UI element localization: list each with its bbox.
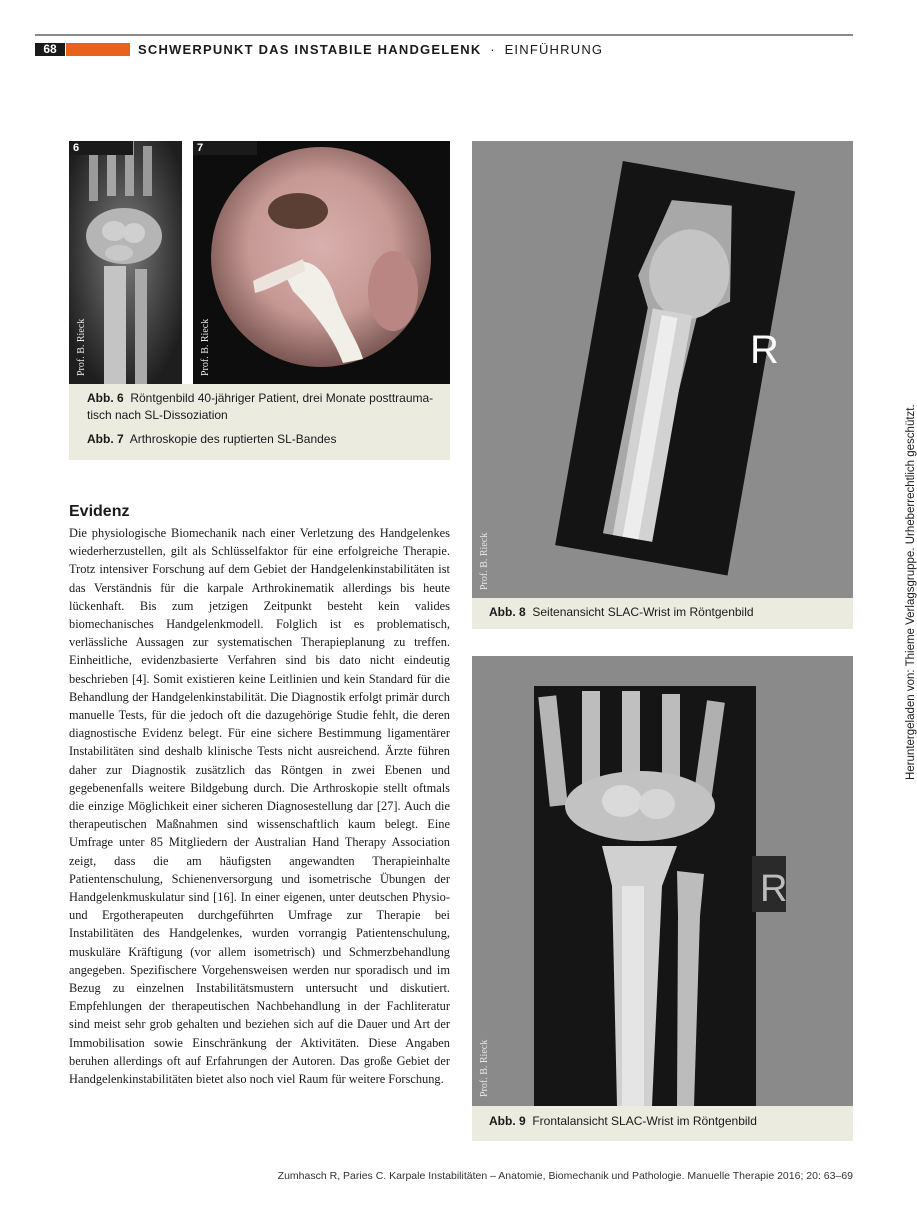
caption-abb-6-label: Abb. 6 <box>87 391 124 405</box>
caption-abb-9-text: Frontalansicht SLAC-Wrist im Röntgenbild <box>532 1114 757 1128</box>
page-number: 68 <box>43 42 57 56</box>
caption-9-box <box>472 1106 853 1141</box>
figure-6-image <box>69 141 182 384</box>
figure-8-image <box>472 141 853 598</box>
figure-8-credit: Prof. B. Rieck <box>479 532 490 590</box>
caption-abb-7 <box>87 431 442 448</box>
caption-8-box <box>472 598 853 629</box>
running-head <box>138 41 603 58</box>
running-head-separator: · <box>490 42 496 57</box>
figure-9-xray <box>472 656 853 1106</box>
figure-8-xray <box>472 141 853 598</box>
caption-abb-8-label: Abb. 8 <box>489 605 526 619</box>
caption-6-7-box <box>69 384 450 460</box>
accent-bar <box>66 43 130 56</box>
section-heading: Evidenz <box>69 503 130 520</box>
header-rule <box>35 34 853 36</box>
figure-6-credit: Prof. B. Rieck <box>76 318 87 376</box>
running-head-section: SCHWERPUNKT DAS INSTABILE HANDGELENK <box>138 42 482 57</box>
citation-footer: Zumhasch R, Paries C. Karpale Instabilitäten – Anatomie, Biomechanik und Pathologie. Manuelle Therapie 2016; 20: 63–69 <box>277 1170 853 1182</box>
figure-7-number: 7 <box>193 141 257 155</box>
figure-9-marker: R <box>760 868 788 910</box>
figure-9-image <box>472 656 853 1106</box>
caption-abb-7-text: Arthroskopie des ruptierten SL-Bandes <box>129 432 337 446</box>
caption-abb-9-label: Abb. 9 <box>489 1114 526 1128</box>
figure-7-credit: Prof. B. Rieck <box>200 318 211 376</box>
caption-abb-6 <box>87 390 442 424</box>
figure-6-number: 6 <box>69 141 133 155</box>
caption-abb-8 <box>489 604 844 621</box>
article-body: Die physiologische Biomechanik nach einer Verletzung des Handgelenkes wiederherzustellen, gilt als Schlüsselfaktor für eine erfolgreiche Therapie. Trotz intensiver Forschung auf dem Gebiet der Handgelenkinstabilitäten ist das Verständnis für die karpale Arthrokinematik allerdings bis heute lückenhaft. Bis zum jetzigen Zeitpunkt besteht kein valides biomechanisches Handgelenkmodell. Folglich ist es problematisch, verlässliche Aussagen zur systematischen Therapieplanung zu treffen. Einheitliche, evidenzbasierte Verfahren sind bis dato nicht eindeutig beschrieben [4]. Somit existieren keine Leitlinien und kein Standard für die Behandlung der Handgelenkinstabilität. Die Diagnostik erfolgt primär durch manuelle Tests, für die jedoch oft die dazugehörige Studie fehlt, die deren diagnostische Evidenz belegt. Für eine sichere Bestimmung ligamentärer Instabilitäten sind deshalb klinische Tests nicht ausreichend. Ärzte führen daher zur Diagnostik zusätzlich das Röntgen in zwei Ebenen und gegebenenfalls weitere Bildgebung durch. Die Arthroskopie stellt oftmals die einzige Möglichkeit einer sicheren Diagnosestellung dar [27]. Auch die therapeutischen Maßnahmen sind wissenschaftlich kaum belegt. Eine Umfrage unter 85 Mitgliedern der Australian Hand Therapy Association zeigt, dass die am häufigsten angewandten Therapieinhalte Patientenschulung, Schienenversorgung und isometrische Übungen der Handgelenkmuskulatur sind [16]. In einer eigenen, unter deutschen Physio- und Ergotherapeuten durchgeführten Umfrage zur Therapie bei Instabilitäten des Handgelenkes, wurden vorrangig Patientenschulung, muskuläre Kräftigung (vor allem isometrisch) und Schmerzbehandlung angegeben. Spezifischere Vorgehensweisen werden nur sporadisch und im Bezug zu einzelnen Instabilitätsmustern untersucht und diskutiert. Empfehlungen der therapeutischen Nachbehandlung in der Fachliteratur sind meist sehr grob gehalten und beziehen sich auf die Dauer und Art der Immobilisation sowie Einschränkung der Aktivitäten. Diese Angaben beruhen allerdings oft auf Erfahrungen der Autoren. Das große Gebiet der Handgelenkinstabilitäten bietet also noch viel Raum für weitere Forschung. <box>69 526 450 1087</box>
running-head-subsection: EINFÜHRUNG <box>504 42 604 57</box>
caption-abb-9 <box>489 1113 844 1130</box>
figure-7-arthroscopy <box>193 141 450 384</box>
caption-abb-7-label: Abb. 7 <box>87 432 124 446</box>
figure-8-marker: R <box>750 328 779 372</box>
caption-abb-6-text: Röntgenbild 40-jähriger Patient, drei Monate posttrauma-tisch nach SL-Dissoziation <box>87 391 434 422</box>
figure-9-credit: Prof. B. Rieck <box>479 1039 490 1097</box>
copyright-side-note: Heruntergeladen von: Thieme Verlagsgruppe. Urheberrechtlich geschützt. <box>905 404 917 780</box>
caption-abb-8-text: Seitenansicht SLAC-Wrist im Röntgenbild <box>532 605 754 619</box>
figure-7-image <box>193 141 450 384</box>
